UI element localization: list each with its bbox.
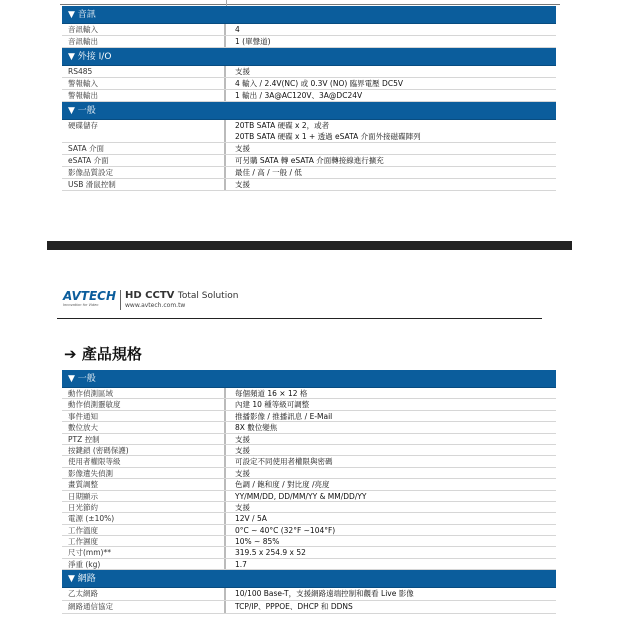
- spec-label: 音訊輸入: [62, 24, 226, 35]
- table-row: [62, 479, 556, 490]
- spec-value: 1 (單聲道): [235, 37, 271, 46]
- spec-value: 支援: [235, 468, 250, 478]
- table-row: [62, 445, 556, 456]
- page-separator: [47, 241, 572, 250]
- spec-label: 影像遺失偵測: [62, 468, 226, 478]
- spec-value: TCP/IP、PPPOE、DHCP 和 DDNS: [235, 602, 353, 612]
- spec-value: 4 輸入 / 2.4V(NC) 或 0.3V (NO) 臨界電壓 DC5V: [235, 79, 403, 88]
- spec-label: eSATA 介面: [62, 155, 226, 166]
- table-row: [62, 434, 556, 445]
- section-header: ▼ 音訊: [62, 6, 556, 24]
- spec-label: SATA 介面: [62, 143, 226, 154]
- spec-value: 支援: [235, 434, 250, 444]
- spec-table-bottom: [62, 370, 556, 614]
- spec-label: 日光節約: [62, 502, 226, 512]
- website-url: www.avtech.com.tw: [125, 302, 186, 309]
- section-header: ▼ 外接 I/O: [62, 48, 556, 66]
- spec-value: 可另購 SATA 轉 eSATA 介面轉接線進行擴充: [235, 156, 384, 165]
- spec-label: 使用者權限等級: [62, 456, 226, 466]
- spec-value: 支援: [235, 67, 250, 76]
- spec-label: 警報輸出: [62, 90, 226, 101]
- header-rule: [57, 318, 542, 319]
- spec-value: 最佳 / 高 / 一般 / 低: [235, 168, 302, 177]
- spec-label: 畫質調整: [62, 479, 226, 489]
- product-line: HD CCTV: [125, 290, 175, 301]
- table-row: [62, 90, 556, 102]
- table-row: [62, 155, 556, 167]
- spec-label: 動作偵測區域: [62, 388, 226, 398]
- table-row: [62, 491, 556, 502]
- spec-label: 動作偵測靈敏度: [62, 399, 226, 409]
- table-row: [62, 399, 556, 410]
- table-row: [62, 588, 556, 601]
- spec-value: 每個頻道 16 × 12 格: [235, 389, 308, 398]
- section-header: ▼ 一般: [62, 102, 556, 120]
- page-top-border: [60, 4, 560, 5]
- table-row: [62, 24, 556, 36]
- spec-value: 推播影像 / 推播訊息 / E-Mail: [235, 411, 333, 421]
- spec-label: 按鍵鎖 (密碼保護): [62, 445, 226, 455]
- spec-label: USB 滑鼠控制: [62, 179, 226, 190]
- avtech-header: [63, 290, 238, 310]
- table-row: [62, 456, 556, 467]
- logo-divider: [120, 290, 121, 310]
- spec-value: 可設定不同使用者權限與密碼: [235, 457, 333, 467]
- spec-value: 支援: [235, 445, 250, 455]
- spec-label: 事件通知: [62, 411, 226, 421]
- spec-label: 音訊輸出: [62, 36, 226, 47]
- table-row: [62, 513, 556, 524]
- table-row: [62, 36, 556, 48]
- product-suffix: Total Solution: [177, 291, 239, 301]
- spec-value-line: 20TB SATA 硬碟 x 1 + 透過 eSATA 介面外接磁碟陣列: [235, 132, 421, 141]
- spec-label: 網路通信協定: [62, 601, 226, 613]
- page-title: [64, 343, 142, 364]
- table-row: [62, 536, 556, 547]
- spec-label: 數位放大: [62, 422, 226, 432]
- table-row: [62, 559, 556, 570]
- section-header: ▼ 一般: [62, 370, 556, 388]
- spec-value: YY/MM/DD, DD/MM/YY & MM/DD/YY: [235, 491, 367, 501]
- table-row: [62, 422, 556, 433]
- spec-table-top: [62, 6, 556, 191]
- spec-value: 319.5 x 254.9 x 52: [235, 548, 306, 558]
- spec-value: 支援: [235, 180, 250, 189]
- spec-value: 1 輸出 / 3A@AC120V、3A@DC24V: [235, 91, 363, 100]
- spec-label: 工作濕度: [62, 536, 226, 546]
- spec-value: 支援: [235, 502, 250, 512]
- spec-value: 10% ~ 85%: [235, 537, 280, 547]
- spec-value: 色調 / 飽和度 / 對比度 /亮度: [235, 480, 330, 490]
- table-row: [62, 547, 556, 558]
- spec-value: 1.7: [235, 559, 247, 569]
- table-row: [62, 78, 556, 90]
- table-row: [62, 388, 556, 399]
- spec-value: 8X 數位變焦: [235, 423, 278, 433]
- spec-label: 淨重 (kg): [62, 559, 226, 569]
- arrow-right-icon: ➔: [64, 345, 77, 363]
- spec-label: 乙太網路: [62, 588, 226, 600]
- spec-value: 0°C ~ 40°C (32°F ~104°F): [235, 525, 336, 535]
- table-row: [62, 601, 556, 614]
- spec-label: PTZ 控制: [62, 434, 226, 444]
- avtech-logo: AVTECH: [63, 289, 116, 303]
- spec-value: 支援: [235, 144, 250, 153]
- spec-value: 10/100 Base-T，支援網路遠端控制和觀看 Live 影像: [235, 589, 414, 599]
- spec-value-line: 20TB SATA 硬碟 x 2，或者: [235, 121, 330, 130]
- table-row: [62, 167, 556, 179]
- table-row: [62, 502, 556, 513]
- table-row: [62, 66, 556, 78]
- spec-label: 電源 (±10%): [62, 513, 226, 523]
- spec-label: 日期顯示: [62, 491, 226, 501]
- spec-label: 警報輸入: [62, 78, 226, 89]
- table-row: [62, 525, 556, 536]
- table-row: [62, 143, 556, 155]
- spec-label: 尺寸(mm)**: [62, 547, 226, 557]
- table-row: [62, 120, 556, 143]
- table-row: [62, 411, 556, 422]
- page-title-text: 產品規格: [81, 345, 142, 363]
- table-row: [62, 468, 556, 479]
- logo-tagline: Innovation for Video: [63, 303, 99, 307]
- spec-value: 內建 10 種等級可調整: [235, 400, 310, 410]
- spec-value: [226, 120, 556, 142]
- spec-label: 影像品質設定: [62, 167, 226, 178]
- spec-label: 工作溫度: [62, 525, 226, 535]
- spec-label: RS485: [62, 66, 226, 77]
- spec-label: 硬碟儲存: [62, 120, 226, 142]
- table-row: [62, 179, 556, 191]
- spec-value: 12V / 5A: [235, 514, 267, 524]
- section-header: ▼ 網路: [62, 570, 556, 588]
- spec-value: 4: [235, 25, 240, 34]
